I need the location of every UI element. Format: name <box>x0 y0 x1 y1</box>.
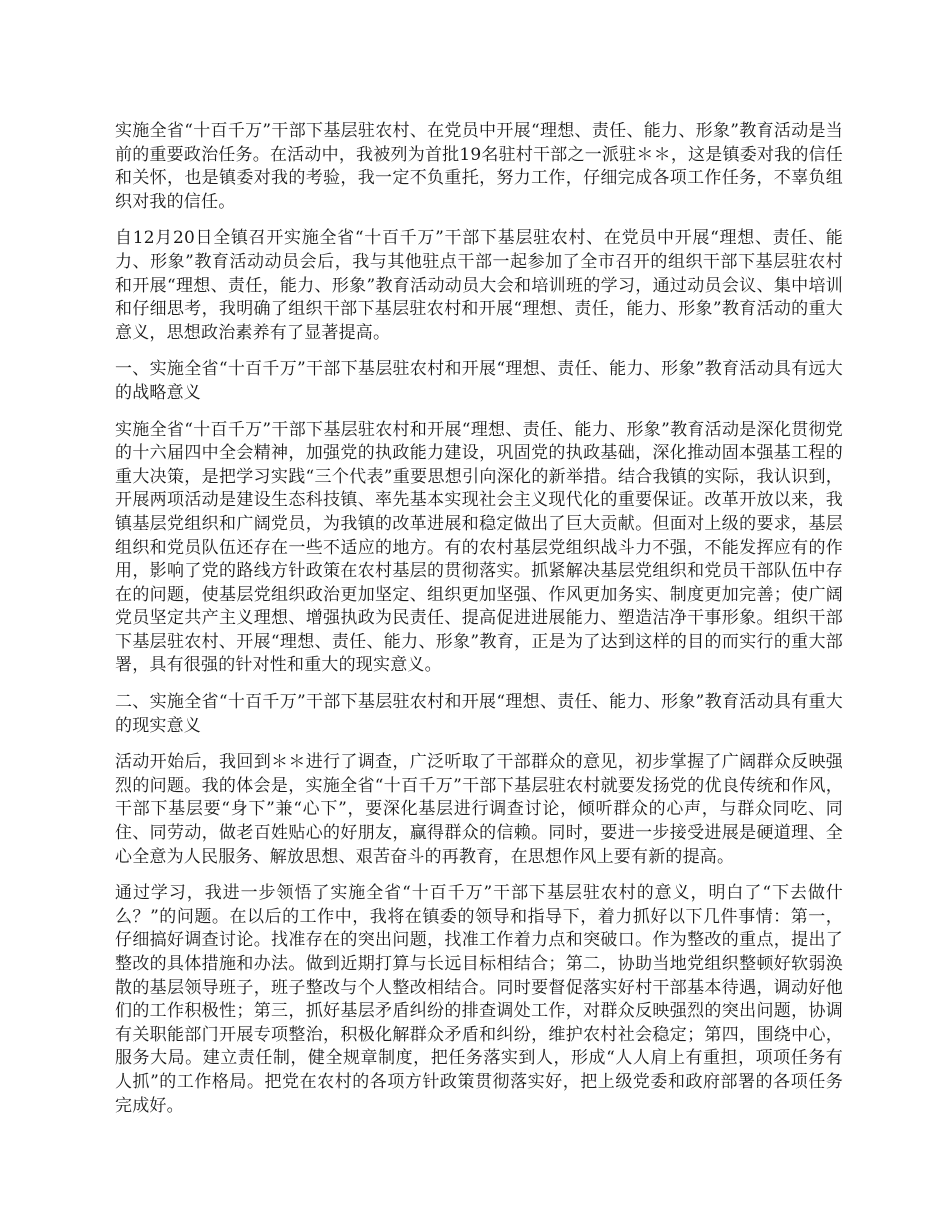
work-plan-paragraph: 通过学习，我进一步领悟了实施全省“十百千万”干部下基层驻农村的意义，明白了“下去做什么？”的问题。在以后的工作中，我将在镇委的领导和指导下，着力抓好以下几件事情：第一，仔细搞好调查讨论。找准存在的突出问题，找准工作着力点和突破口。作为整改的重点，提出了整改的具体措施和办法。做到近期打算与长远目标相结合；第二，协助当地党组织整顿好软弱涣散的基层领导班子，班子整改与个人整改相结合。同时要督促落实好村干部基本待遇，调动好他们的工作积极性；第三，抓好基层矛盾纠纷的排查调处工作，对群众反映强烈的突出问题，协调有关职能部门开展专项整治，积极化解群众矛盾和纠纷，维护农村社会稳定；第四，围绕中心，服务大局。建立责任制，健全规章制度，把任务落实到人，形成“人人肩上有重担，项项任务有人抓”的工作格局。把党在农村的各项方针政策贯彻落实好，把上级党委和政府部署的各项任务完成好。 <box>115 883 843 1116</box>
document-body <box>115 120 843 1131</box>
section-heading-2: 二、实施全省“十百千万”干部下基层驻农村和开展“理想、责任、能力、形象”教育活动具有重大的现实意义 <box>115 692 843 736</box>
strategic-significance-paragraph: 实施全省“十百千万”干部下基层驻农村和开展“理想、责任、能力、形象”教育活动是深化贯彻党的十六届四中全会精神，加强党的执政能力建设，巩固党的执政基础，深化推动固本强基工程的重大决策，是把学习实践“三个代表”重要思想引向深化的新举措。结合我镇的实际，我认识到，开展两项活动是建设生态科技镇、率先基本实现社会主义现代化的重要保证。改革开放以来，我镇基层党组织和广阔党员，为我镇的改革进展和稳定做出了巨大贡献。但面对上级的要求，基层组织和党员队伍还存在一些不适应的地方。有的农村基层党组织战斗力不强，不能发挥应有的作用，影响了党的路线方针政策在农村基层的贯彻落实。抓紧解决基层党组织和党员干部队伍中存在的问题，使基层党组织政治更加坚定、组织更加坚强、作风更加务实、制度更加完善；使广阔党员坚定共产主义理想、增强执政为民责任、提高促进进展能力、塑造洁净干事形象。组织干部下基层驻农村、开展“理想、责任、能力、形象”教育，正是为了达到这样的目的而实行的重大部署，具有很强的针对性和重大的现实意义。 <box>115 419 843 676</box>
section-heading-1: 一、实施全省“十百千万”干部下基层驻农村和开展“理想、责任、能力、形象”教育活动具有远大的战略意义 <box>115 359 843 403</box>
investigation-paragraph: 活动开始后，我回到＊＊进行了调查，广泛听取了干部群众的意见，初步掌握了广阔群众反映强烈的问题。我的体会是，实施全省“十百千万”干部下基层驻农村就要发扬党的优良传统和作风，干部下基层要“身下”兼“心下”，要深化基层进行调查讨论，倾听群众的心声，与群众同吃、同住、同劳动，做老百姓贴心的好朋友，赢得群众的信赖。同时，要进一步接受进展是硬道理、全心全意为人民服务、解放思想、艰苦奋斗的再教育，在思想作风上要有新的提高。 <box>115 752 843 867</box>
mobilization-paragraph: 自12月20日全镇召开实施全省“十百千万”干部下基层驻农村、在党员中开展“理想、责任、能力、形象”教育活动动员会后，我与其他驻点干部一起参加了全市召开的组织干部下基层驻农村和开展“理想、责任，能力、形象”教育活动动员大会和培训班的学习，通过动员会议、集中培训和仔细思考，我明确了组织干部下基层驻农村和开展“理想、责任，能力、形象”教育活动的重大意义，思想政治素养有了显著提高。 <box>115 228 843 343</box>
intro-paragraph: 实施全省“十百千万”干部下基层驻农村、在党员中开展“理想、责任、能力、形象”教育活动是当前的重要政治任务。在活动中，我被列为首批19名驻村干部之一派驻＊＊，这是镇委对我的信任和关怀，也是镇委对我的考验，我一定不负重托，努力工作，仔细完成各项工作任务，不辜负组织对我的信任。 <box>115 121 843 212</box>
